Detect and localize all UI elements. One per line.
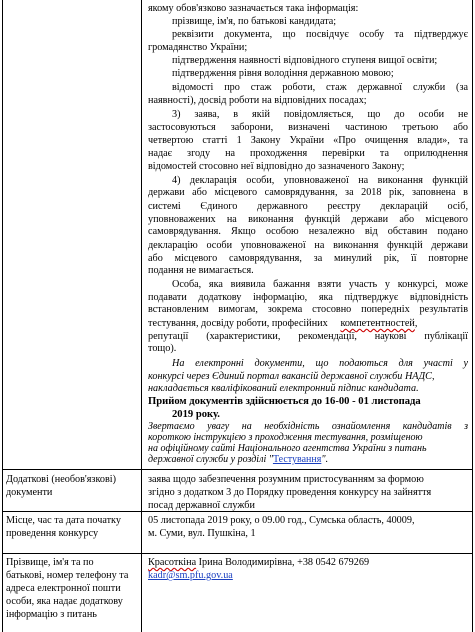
row-value: м. Суми, вул. Пушкіна, 1 xyxy=(148,528,256,539)
text-line: самоврядування. Якщо особою незалежно від обставин подано xyxy=(148,226,468,238)
text-line: На електронні документи, що подаються для участі у xyxy=(172,357,468,369)
row-label: адреса електронної пошти xyxy=(6,583,121,594)
text-line: держави або місцевого самоврядування, за 2018 рік, заповнена в xyxy=(148,187,468,199)
column-divider xyxy=(141,0,142,632)
deadline-text: Прийом документів здійснюється до 16-00 - 01 листопада xyxy=(148,395,421,407)
text-line: наявності), досвід роботи на відповідних посадах; xyxy=(148,94,367,106)
row-label: батькові, номер телефону та xyxy=(6,570,129,581)
text-line: або місцевого самоврядування, за минулий рік, її повторне xyxy=(148,252,468,264)
text-line: надає згоду на проходження перевірки та оприлюднення xyxy=(148,148,468,160)
testing-note-line: Звертаємо увагу на необхідність ознайомлення кандидатів з xyxy=(148,421,468,432)
row-value: посад державної служби xyxy=(148,500,255,511)
text-line: декларацію особи уповноваженої на виконання функцій держави xyxy=(148,239,468,251)
text-line: 4) декларація особи, уповноваженої на виконання функцій xyxy=(172,174,468,186)
row-label: особи, яка надає додаткову xyxy=(6,596,123,607)
contact-details: Ірина Володимирівна, +38 0542 679269 xyxy=(196,557,370,568)
text-line: уповноважених на виконання функцій держави або місцевого xyxy=(148,213,468,225)
text-line: системі Єдиного державного реєстру декларацій осіб, xyxy=(148,200,468,212)
testing-link[interactable]: Тестування xyxy=(272,454,322,465)
text-line: репутації (характеристики, рекомендації, наукові публікації xyxy=(148,330,468,342)
text-fragment: ". xyxy=(321,454,329,465)
text-line: якому обов'язково зазначається така інформація: xyxy=(148,2,359,14)
row-divider-3 xyxy=(2,553,473,554)
text-line: підтвердження наявності відповідного ступеня вищої освіти; xyxy=(172,54,438,66)
text-line: накладається кваліфікований електронний підпис кандидата. xyxy=(148,383,419,395)
text-line: застосовуються заборони, визначені частиною третьою або xyxy=(148,121,468,133)
spellcheck-word: компетентностей xyxy=(340,317,415,329)
text-fragment: тестування, досвіду роботи, професійних xyxy=(148,317,328,329)
text-line: четвертою статті 1 Закону України «Про очищення влади», та xyxy=(148,134,468,146)
testing-note-line: короткою інструкцією з проходження тестування, розміщеною xyxy=(148,432,423,443)
text-line: подавати додаткову інформацію, яка підтверджує відповідність xyxy=(148,291,468,303)
testing-note-line: на офіційному сайті Національного агентства України з питань xyxy=(148,443,427,454)
text-line: встановленим вимогам, зокрема стосовно попередніх результатів xyxy=(148,304,468,316)
row-value: заява щодо забезпечення розумним пристосуванням за формою xyxy=(148,474,424,485)
text-line: конкурсі через Єдиний портал вакансій державної служби НАДС, xyxy=(148,370,435,382)
row-label: Прізвище, ім'я та по xyxy=(6,557,94,568)
table-border-right xyxy=(472,0,473,632)
contact-surname: Красоткіна xyxy=(148,557,197,568)
row-label: інформацію з питань xyxy=(6,609,97,620)
row-divider-1 xyxy=(2,469,473,470)
contact-email-link[interactable]: kadr@sm.pfu.gov.ua xyxy=(148,570,233,581)
contact-email-line xyxy=(148,570,233,583)
text-line: підтвердження рівня володіння державною мовою; xyxy=(172,68,394,80)
text-line: подання не вимагається. xyxy=(148,265,254,277)
text-fragment: державної служби у розділі " xyxy=(148,454,273,465)
text-line: громадянство України; xyxy=(148,41,248,53)
row-label: проведення конкурсу xyxy=(6,528,99,539)
table-border-left xyxy=(2,0,3,632)
row-label: документи xyxy=(6,487,53,498)
contact-line xyxy=(148,557,369,570)
row-label: Місце, час та дата початку xyxy=(6,515,121,526)
row-label: Додаткові (необов'язкові) xyxy=(6,474,117,485)
text-line: тощо). xyxy=(148,343,177,355)
text-line: відомості про стаж роботи, стаж державної служби (за xyxy=(172,81,468,93)
deadline-text: 2019 року. xyxy=(172,408,220,420)
row-value: 05 листопада 2019 року, о 09.00 год., Сумська область, 40009, xyxy=(148,515,415,526)
text-line: Особа, яка виявила бажання взяти участь у конкурсі, може xyxy=(172,278,468,290)
testing-note-line xyxy=(148,454,328,465)
text-line: відомостей стосовно неї відповідно до зазначеного Закону; xyxy=(148,160,405,172)
testing-note-block xyxy=(148,421,470,465)
text-line: 3) заява, в якій повідомляється, що до особи не xyxy=(172,109,468,121)
text-line: реквізити документа, що посвідчує особу та підтверджує xyxy=(172,29,468,41)
text-line: тестування, досвіду роботи, професійних компетентностей, xyxy=(148,317,418,329)
text-line: прізвище, ім'я, по батькові кандидата; xyxy=(172,15,337,27)
row-value: згідно з додатком 3 до Порядку проведення конкурсу на зайняття xyxy=(148,487,432,498)
